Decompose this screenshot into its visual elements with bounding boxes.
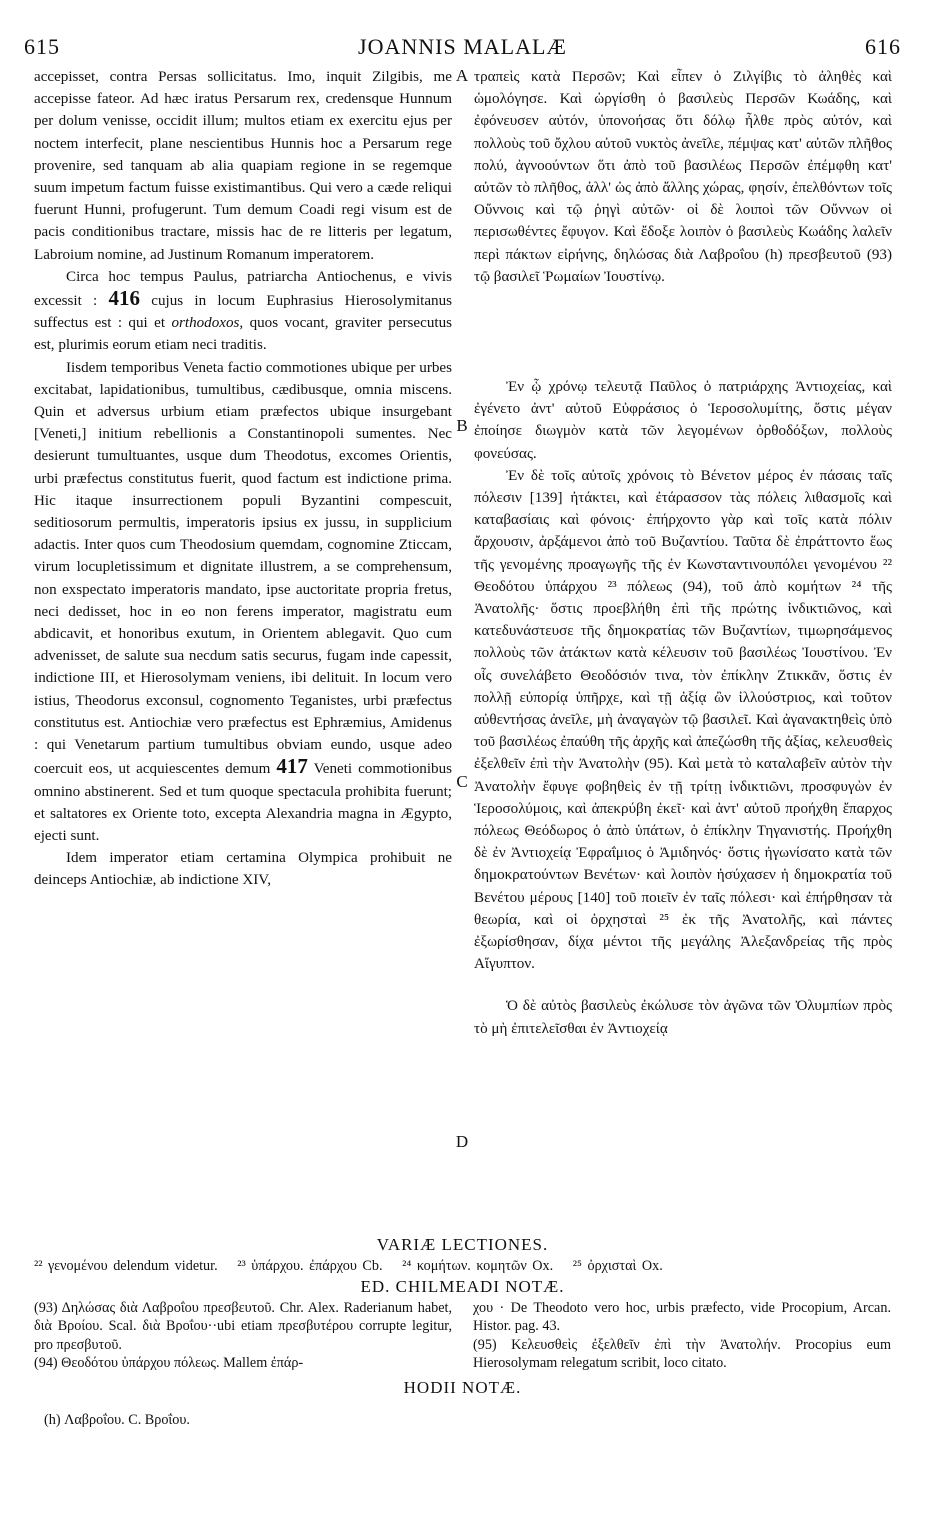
- hodii-title: HODII NOTÆ.: [403, 1377, 522, 1397]
- chilmeadi-notes: [34, 1299, 891, 1373]
- greek-paragraph-3: Ἐν δὲ τοῖς αὐτοῖς χρόνοις τὸ Βένετον μέρος ἐν πάσαις ταῖς πόλεσιν [139] ἠτάκτει, καὶ ἐτάρασσον τὰς πόλεις λιθασμοῖς καὶ καταβασίαις καὶ φόνοις· ἐπήρχοντο γὰρ καὶ τοῖς κατὰ πόλιν ἄρχουσιν, ἀρξάμενοι ἀπὸ τοῦ Βυζαντίου. Ταῦτα δὲ ἐπράττοντο ἕως τῆς γενομένης προαγωγῆς τῆς ἐν Κωνσταντινουπόλει γενομένου ²² Θεοδότου ὑπάρχου ²³ πόλεως (94), τοῦ ἀπὸ κομήτων ²⁴ τῆς Ἀνατολῆς· ὅστις προεβλήθη ἐπὶ τῆς πρώτης ἰνδικτιῶνος, καὶ κατεδυνάστευσε τῆς δημοκρατίας τῶν Βυζαντίων, τιμωρησάμενος πολλοὺς τῶν ἀτάκτων κατὰ κέλευσιν τοῦ βασιλέως Ἰουστίνου. Ἐν οἷς συνελάβετο Θεοδόσιόν τινα, τὸν ἐπίκλην Ζτικκᾶν, ὅστις ἐν πολλῇ εὐπορίᾳ ὑπῆρχε, καὶ τῇ ἀξίᾳ ὢν ἰλλούστριος, καὶ τοῦτον αὐθεντήσας ἀνεῖλε, μὴ ἀναγαγὼν τῷ βασιλεῖ. Καὶ ἀγανακτηθεὶς ὑπὸ τοῦ βασιλέως ἐπαύθη τῆς ἀρχῆς καὶ ἀπεζώσθη τῆς ἀξίας, κελευσθεὶς ἐξελθεῖν ἐπὶ τὴν Ἀνατολὴν (95). Καὶ μετὰ τὸ καταλαβεῖν αὐτὸν τὴν Ἀνατολὴν ἔφυγε φοβηθεὶς ἐν τῇ τρίτῃ ἰνδικτιῶνι, προσφυγὼν ἐν Ἱεροσολύμοις, καὶ ἀπεκρύβη ἐκεῖ· καὶ ἀντ' αὐτοῦ προήχθη ἔπαρχος πόλεως Θεόδωρος ὁ ἀπὸ ὑπάτων, ὁ ἐπίκλην Τηγανιστής. Προήχθη δὲ ἐν Ἀντιοχείᾳ Ἐφραΐμιος ὁ Ἀμιδηνός· ὅστις ἠγωνίσατο κατὰ τῶν δημοκρατούντων Βενέτων· καὶ λοιπὸν ἡσύχασεν ἡ δημοκρατία τοῦ Βενέτου μέρους [140] τοῦ ποιεῖν ἐν ταῖς πόλεσι· καὶ ἐπήρθησαν τὰ θεωρία, καὶ οἱ ὀρχησταὶ ²⁵ ἐκ τῆς Ἀνατολῆς, καὶ πάντες ἐξωρίσθησαν, δίχα μέντοι τῆς μεγάλης Ἀλεξανδρείας τῆς πρὸς Αἴγυπτον.: [474, 467, 892, 973]
- greek-paragraph-4: Ὁ δὲ αὐτὸς βασιλεὺς ἐκώλυσε τὸν ἀγῶνα τῶν Ὀλυμπίων πρὸς τὸ μὴ ἐπιτελεῖσθαι ἐν Ἀντιοχείᾳ: [474, 998, 892, 1037]
- note-93: (93) Δηλώσας διὰ Λαβροΐου πρεσβευτοῦ. Chr. Alex. Raderianum habet, διὰ Βροίου. Scal. διὰ Βροΐου··ubi etiam πρεσβυτέρου corrupte legitur, pro πρεσβυτοῦ.: [34, 1299, 452, 1353]
- variae-title: VARIÆ LECTIONES.: [376, 1235, 549, 1254]
- note-94-continued: χου · De Theodoto vero hoc, urbis præfecto, vide Procopium, Arcan. Histor. pag. 43.: [473, 1299, 891, 1334]
- variant-reading: ²⁵ ὀρχισταὶ Ox.: [572, 1257, 663, 1274]
- latin-paragraph-2: [34, 266, 452, 357]
- notes-left-column: [34, 1299, 452, 1373]
- latin-paragraph-1: accepisset, contra Persas sollicitatus. Imo, inquit Zilgibis, me accepisse fateor. Ad hæc iratus Persarum rex, credensque Hunnum per dolum venisse, occidit illum; multos etiam ex exercitu ejus per noctem interfecit, plane nescientibus Hunnis hoc a Persarum rege provenire, sed tanquam ab alia quapiam regione in se regemque suum impetum factum fuisse existimantibus. Qui vero a cæde reliqui fuerunt Hunni, profugerunt. Tum demum Coadi regi visum est de pacis conditionibus tractare, missis hac de re litteris per legatum, Labroium nomine, ad Justinum Romanum imperatorem.: [34, 69, 452, 263]
- latin-text: cujus in locum Euphrasius Hierosolymitanus suffectus est : qui et: [34, 293, 453, 332]
- note-94: (94) Θεοδότου ὑπάρχου πόλεως. Mallem ἐπάρ-: [34, 1355, 304, 1371]
- latin-text: quos vocant, graviter persecutus est, plurimis eorum etiam neci traditis.: [34, 315, 452, 354]
- margin-letter-a: A: [455, 66, 469, 85]
- variant-reading: ²⁴ κομήτων. κομητῶν Ox.: [402, 1257, 554, 1274]
- latin-paragraph-3: [34, 357, 452, 847]
- page-number-right: 616: [865, 34, 901, 59]
- variant-reading: ²³ ὑπάρχου. ἐπάρχου Cb.: [237, 1257, 383, 1274]
- margin-page-number: 416: [108, 286, 140, 311]
- latin-text: Veneti commotionibus omnino abstinerent. Sed et tum quoque spectacula prohibita fuerunt; et saltatores ex Oriente toto, excepta Alexandria magna in Ægypto, ejecti sunt.: [34, 761, 453, 844]
- page-number-left: 615: [24, 34, 60, 59]
- greek-paragraph-1: τραπεὶς κατὰ Περσῶν; Καὶ εἶπεν ὁ Ζιλγίβις τὸ ἀληθὲς καὶ ὡμολόγησε. Καὶ ὠργίσθη ὁ βασιλεὺς Περσῶν Κωάδης, καὶ ἐφόνευσεν αὐτόν, ὑπονοήσας ὅτι δόλῳ ἦλθε πρὸς αὐτόν, καὶ πολλοὺς τοῦ ὄχλου αὐτοῦ νυκτὸς ἀνεῖλε, πέμψας κατ' αὐτῶν πλῆθος πολύ, ἀγνοούντων ὅτι ἀπὸ τοῦ βασιλέως Περσῶν ἐπέμφθη κατ' αὐτῶν τὸ πλῆθος, ἀλλ' ὡς ἀπὸ ἄλλης χώρας, φησίν, ἐπελθόντων τοῖς Οὔννοις καὶ τῷ ῥηγὶ αὐτῶν· οἱ δὲ λοιποὶ τῶν Οὔννων οἱ περισωθέντες ἔφυγον. Καὶ ἔδοξε λοιπὸν ὁ βασιλεὺς Κωάδης λαλεῖν περὶ πάκτων εἰρήνης, δηλώσας διὰ Λαβροΐου (h) πρεσβευτοῦ (93) τῷ βασιλεῖ Ῥωμαίων Ἰουστίνῳ.: [474, 69, 892, 285]
- notes-right-column: [473, 1299, 891, 1373]
- margin-page-number: 417: [276, 754, 308, 779]
- variant-reading: ²² γενομένου delendum videtur.: [34, 1257, 218, 1274]
- margin-letter-b: B: [456, 416, 468, 435]
- latin-text: Circa hoc tempus Paulus, patriarcha Antiochenus, e vivis excessit :: [34, 268, 452, 310]
- variae-lectiones: [34, 1257, 891, 1276]
- note-95: (95) Κελευσθεὶς ἐξελθεῖν ἐπὶ τὴν Ἀνατολήν. Procopius eum Hierosolymam relegatum scribit, loco citato.: [473, 1336, 891, 1371]
- margin-letter-d: D: [455, 1132, 469, 1151]
- paragraph-gap: [474, 975, 892, 995]
- notes-section: [34, 1236, 891, 1430]
- latin-paragraph-4: Idem imperator etiam certamina Olympica prohibuit ne deinceps Antiochiæ, ab indictione XIV,: [34, 850, 452, 889]
- running-title: JOANNIS MALALÆ: [358, 34, 567, 59]
- latin-column: [34, 66, 452, 892]
- italic-term: orthodoxos,: [171, 315, 244, 332]
- hodii-note-h: (h) Λαβροΐου. C. Βροΐου.: [44, 1412, 190, 1428]
- margin-letter-c: C: [456, 772, 468, 791]
- greek-column: [474, 66, 892, 1040]
- running-head: [24, 34, 901, 64]
- greek-paragraph-2: Ἐν ᾧ χρόνῳ τελευτᾷ Παῦλος ὁ πατριάρχης Ἀντιοχείας, καὶ ἐγένετο ἀντ' αὐτοῦ Εὐφράσιος ὁ Ἱεροσολυμίτης, ὅστις μέγαν ἐποίησε διωγμὸν κατὰ τῶν λεγομένων ὀρθοδόξων, πολλοὺς φονεύσας.: [474, 379, 892, 462]
- chilmeadi-title: ED. CHILMEADI NOTÆ.: [360, 1277, 565, 1296]
- latin-text: Iisdem temporibus Veneta factio commotiones ubique per urbes excitabat, lapidationibus, tumultibus, cædibusque, omnia miscens. Quin et adversus urbium etiam præfectos ubique insurgebant [Veneti,] initium rebellionis a Constantinopoli sumentes. Nec desierunt tumultuantes, usque dum Theodotus, excomes Orientis, urbi præfectus constitutus fuerit, quod factum est indictione prima. Hic itaque insurrectionem populi Byzantini compescuit, seditiosorum permultis, imperatoris ipsius ex jussu, in supplicium adactis. Inter quos cum Theodosium quemdam, cognomine Zticcam, virum locupletissimum et dignitate illustrem, a se comprehensum, non exspectato imperatoris mandato, ipse auctoritate propria fretus, neci dedisset, hoc in eo non ferens imperator, magistratu eum abdicavit, et honoribus exutum, in Orientem ablegavit. Quo cum advenisset, de salute sua necdum satis securus, fugam inde capessit, indictione III, et Hierosolymam veniens, ibi delituit. In locum vero istius, Theodorus exconsul, cognomento Teganistes, urbi præfectus constitutus est. Antiochiæ vero præfectus est Ephræmius, Amidenus : qui Venetarum partium tumultibus obviam eundo, usque adeo coercuit eos, ut acquiescentes demum: [34, 359, 452, 778]
